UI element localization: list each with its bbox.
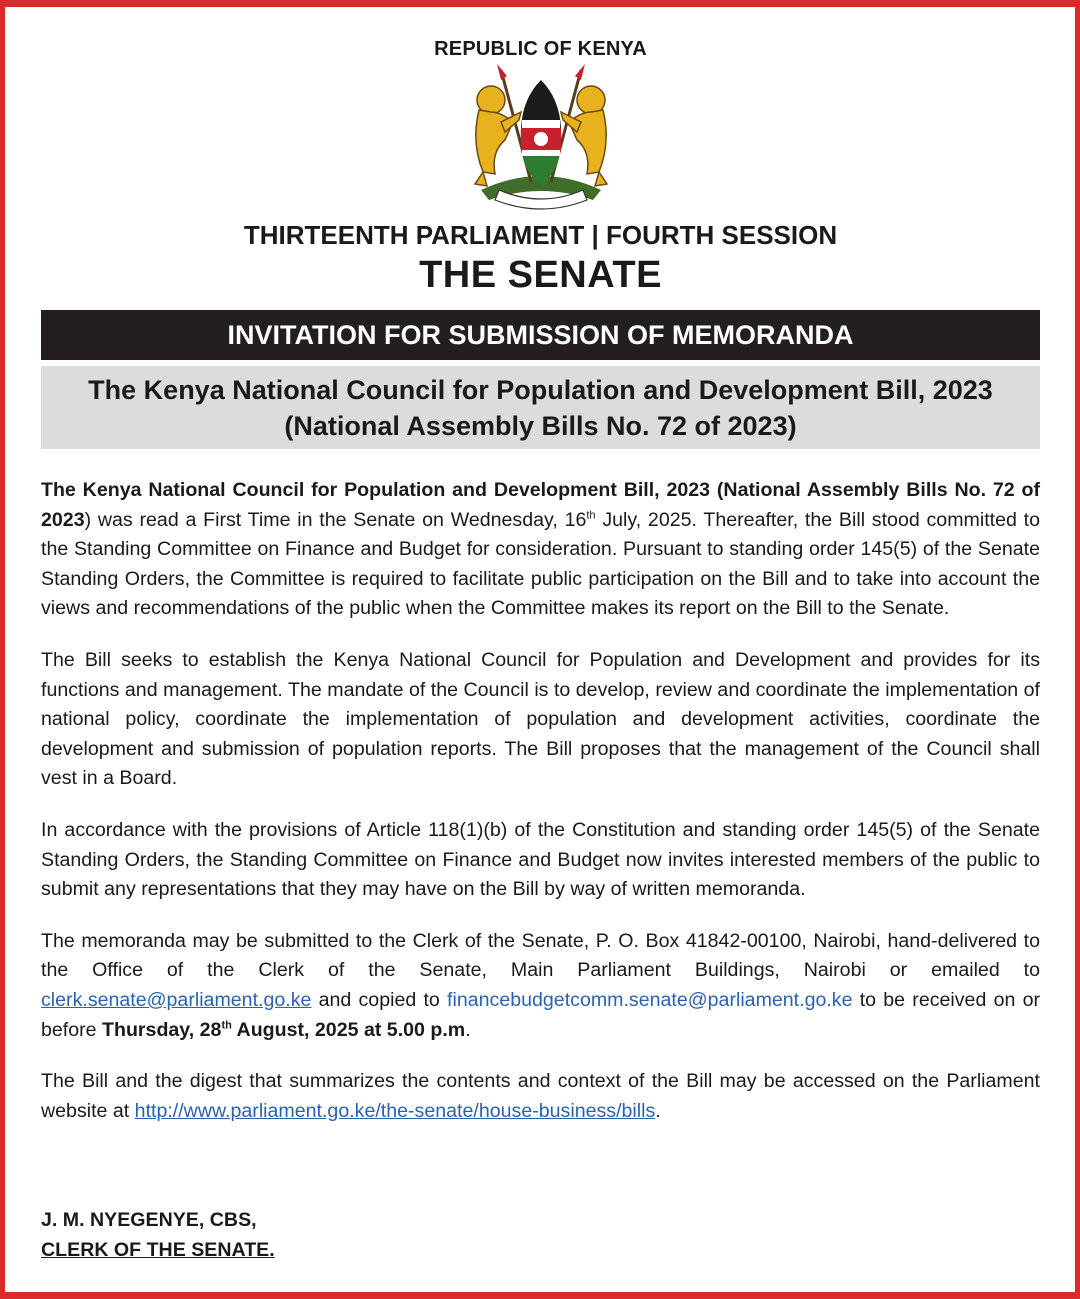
notice-body — [41, 476, 1040, 1148]
parliament-website-link[interactable]: http://www.parliament.go.ke/the-senate/house-business/bills — [134, 1099, 656, 1122]
bill-title-box — [41, 366, 1040, 449]
coat-of-arms-emblem — [461, 62, 621, 212]
paragraph-submission: The memoranda may be submitted to the Clerk of the Senate, P. O. Box 41842-00100, Nairobi, hand-delivered to the Office of the Clerk of the Senate, Main Parliament Buildings, Nairobi or emailed to clerk.senate@parliament.go.ke and copied to financebudgetcomm.senate@parliament.go.ke to be received on or before Thursday, 28th August, 2025 at 5.00 p.m. — [41, 929, 1041, 1041]
republic-heading: REPUBLIC OF KENYA — [434, 38, 647, 60]
invitation-banner: INVITATION FOR SUBMISSION OF MEMORANDA — [41, 310, 1040, 360]
committee-email-link[interactable]: financebudgetcomm.senate@parliament.go.ke — [447, 988, 853, 1011]
parliament-session-heading: THIRTEENTH PARLIAMENT | FOURTH SESSION — [243, 220, 838, 250]
signatory-name: J. M. NYEGENYE, CBS, — [41, 1209, 257, 1231]
bill-title: The Kenya National Council for Population and Development Bill, 2023 — [88, 375, 993, 405]
clerk-email-link[interactable]: clerk.senate@parliament.go.ke — [41, 988, 312, 1011]
signatory-title: CLERK OF THE SENATE. — [41, 1239, 275, 1261]
signature-block — [41, 1205, 641, 1265]
senate-heading: THE SENATE — [419, 254, 662, 296]
paragraph-first-reading: The Kenya National Council for Population and Development Bill, 2023 (National Assembly Bills No. 72 of 2023) was read a First Time in the Senate on Wednesday, 16th July, 2025. Thereafter, the Bill stood committed to the Standing Committee on Finance and Budget for consideration. Pursuant to standing order 145(5) of the Senate Standing Orders, the Committee is required to facilitate public participation on the Bill and to take into account the views and recommendations of the public when the Committee makes its report on the Bill to the Senate. — [41, 479, 1040, 620]
paragraph-invitation: In accordance with the provisions of Article 118(1)(b) of the Constitution and standing order 145(5) of the Senate Standing Orders, the Standing Committee on Finance and Budget now invites interested members of the public to submit any representations that they may have on the Bill by way of written memoranda. — [41, 818, 1040, 901]
bill-reference: (National Assembly Bills No. 72 of 2023) — [284, 411, 797, 441]
deadline: Thursday, 28th August, 2025 at 5.00 p.m — [102, 1018, 466, 1041]
paragraph-website: The Bill and the digest that summarizes the contents and context of the Bill may be accessed on the Parliament website at http://www.parliament.go.ke/the-senate/house-business/bills. — [41, 1070, 1040, 1122]
paragraph-bill-purpose: The Bill seeks to establish the Kenya National Council for Population and Development and provides for its functions and management. The mandate of the Council is to develop, review and coordinate the implementation of national policy, coordinate the implementation of population and development activities, coordinate the development and submission of population reports. The Bill proposes that the management of the Council shall vest in a Board. — [41, 648, 1040, 790]
bill-name-bold: The Kenya National Council for Population and Development Bill, 2023 (National Assembly Bills No. 72 of 2023 — [41, 479, 1040, 531]
